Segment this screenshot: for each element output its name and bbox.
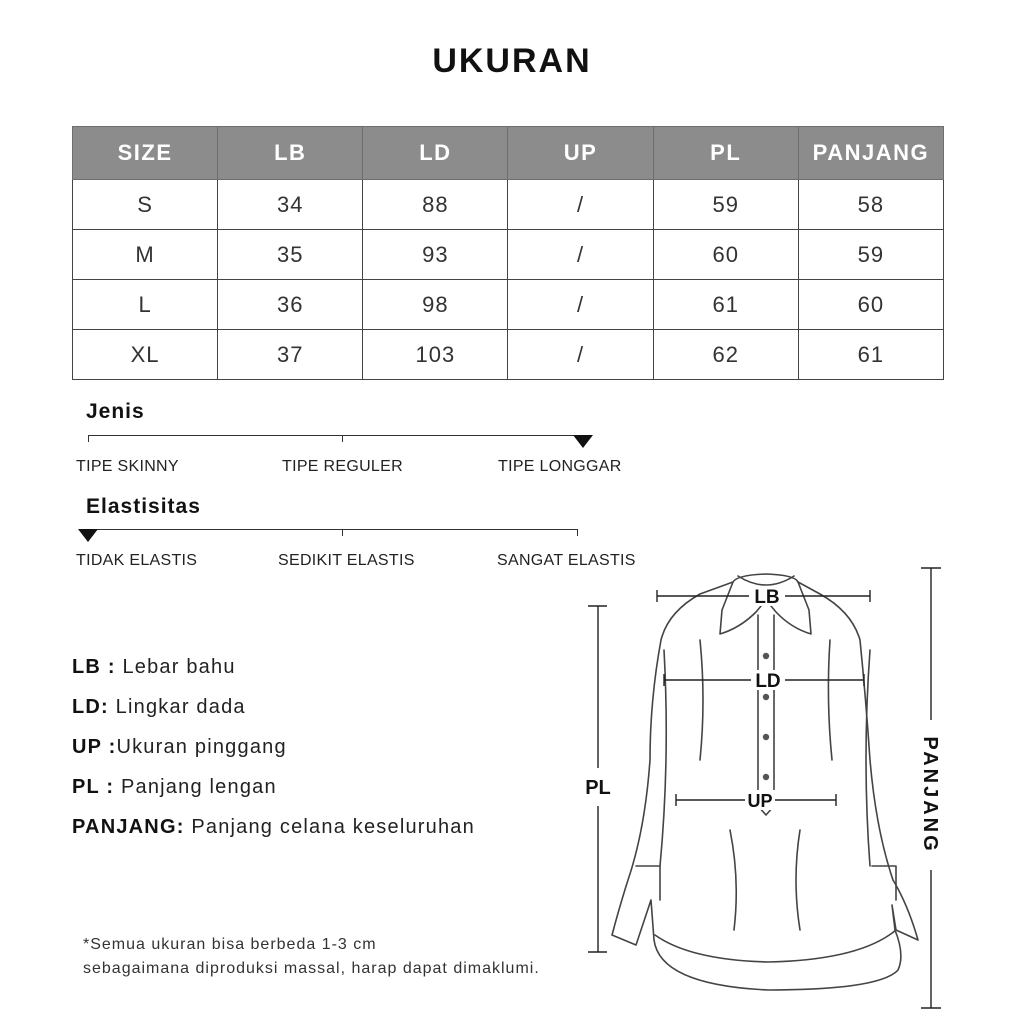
table-cell: 59 xyxy=(798,230,943,280)
table-cell: 36 xyxy=(218,280,363,330)
jenis-scale-line xyxy=(88,435,578,436)
jenis-selected-marker xyxy=(573,435,593,448)
jenis-option-longgar: TIPE LONGGAR xyxy=(498,458,622,475)
legend-desc: Panjang lengan xyxy=(114,776,277,798)
elastisitas-option-tidak: TIDAK ELASTIS xyxy=(76,552,198,569)
diagram-label-lb: LB xyxy=(754,587,780,608)
table-cell: 34 xyxy=(218,180,363,230)
table-cell: 103 xyxy=(363,330,508,380)
legend-key: PANJANG: xyxy=(72,816,185,838)
table-cell: S xyxy=(73,180,218,230)
legend-desc: Panjang celana keseluruhan xyxy=(184,816,475,838)
shirt-diagram xyxy=(560,560,1020,1020)
jenis-tick xyxy=(88,435,89,442)
table-row xyxy=(73,330,944,380)
table-cell: 88 xyxy=(363,180,508,230)
table-cell: / xyxy=(508,180,653,230)
jenis-tick xyxy=(342,435,343,442)
header-panjang: PANJANG xyxy=(798,127,943,180)
legend-desc: Lebar bahu xyxy=(115,656,236,678)
header-up: UP xyxy=(508,127,653,180)
table-cell: / xyxy=(508,230,653,280)
diagram-label-panjang: PANJANG xyxy=(919,736,941,854)
table-row xyxy=(73,280,944,330)
elastisitas-title: Elastisitas xyxy=(86,495,201,518)
page-title: UKURAN xyxy=(432,42,592,80)
diagram-label-up: UP xyxy=(747,791,773,811)
legend-key: PL : xyxy=(72,776,115,798)
table-header-row xyxy=(73,127,944,180)
elastisitas-tick xyxy=(577,529,578,536)
legend-desc: Lingkar dada xyxy=(108,696,246,718)
elastisitas-selected-marker xyxy=(78,529,98,542)
header-lb: LB xyxy=(218,127,363,180)
header-ld: LD xyxy=(363,127,508,180)
table-row xyxy=(73,180,944,230)
table-cell: 61 xyxy=(653,280,798,330)
table-cell: 58 xyxy=(798,180,943,230)
diagram-label-ld: LD xyxy=(755,671,781,692)
table-cell: 35 xyxy=(218,230,363,280)
legend-item-pl xyxy=(72,776,277,799)
elastisitas-option-sedikit: SEDIKIT ELASTIS xyxy=(278,552,415,569)
elastisitas-option-sangat: SANGAT ELASTIS xyxy=(497,552,636,569)
table-cell: / xyxy=(508,330,653,380)
legend-desc: Ukuran pinggang xyxy=(116,736,287,758)
size-table xyxy=(72,126,944,380)
table-cell: / xyxy=(508,280,653,330)
note-line-1: *Semua ukuran bisa berbeda 1-3 cm xyxy=(83,936,377,953)
table-cell: 98 xyxy=(363,280,508,330)
elastisitas-tick xyxy=(342,529,343,536)
header-size: SIZE xyxy=(73,127,218,180)
note-line-2: sebagaimana diproduksi massal, harap dapat dimaklumi. xyxy=(83,960,540,977)
legend-item-up xyxy=(72,736,287,759)
jenis-option-reguler: TIPE REGULER xyxy=(282,458,403,475)
elastisitas-scale-line xyxy=(88,529,578,530)
jenis-option-skinny: TIPE SKINNY xyxy=(76,458,179,475)
table-cell: 93 xyxy=(363,230,508,280)
legend-item-lb xyxy=(72,656,236,679)
table-cell: 59 xyxy=(653,180,798,230)
table-cell: M xyxy=(73,230,218,280)
legend-item-ld xyxy=(72,696,246,719)
table-cell: 61 xyxy=(798,330,943,380)
table-cell: L xyxy=(73,280,218,330)
diagram-label-pl: PL xyxy=(585,777,611,799)
legend-item-panjang xyxy=(72,816,475,839)
header-pl: PL xyxy=(653,127,798,180)
legend-key: UP : xyxy=(72,736,117,758)
table-row xyxy=(73,230,944,280)
table-cell: 62 xyxy=(653,330,798,380)
table-cell: 60 xyxy=(653,230,798,280)
table-cell: XL xyxy=(73,330,218,380)
legend-key: LB : xyxy=(72,656,116,678)
legend-key: LD: xyxy=(72,696,109,718)
jenis-title: Jenis xyxy=(86,400,145,423)
table-cell: 60 xyxy=(798,280,943,330)
table-cell: 37 xyxy=(218,330,363,380)
